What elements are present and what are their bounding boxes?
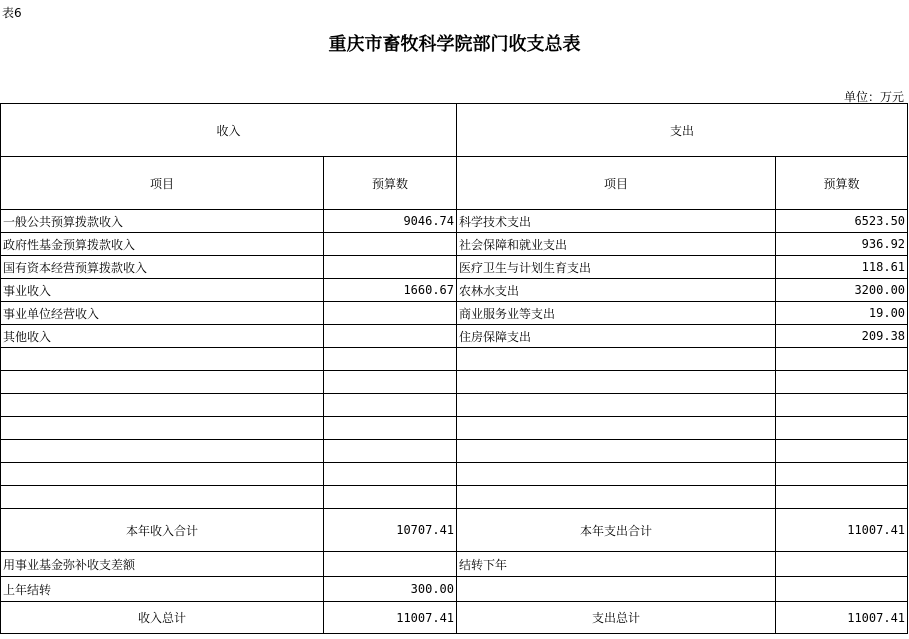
income-value-cell bbox=[324, 371, 457, 394]
income-value-cell bbox=[324, 348, 457, 371]
expense-value-cell bbox=[776, 486, 908, 509]
income-grand-total-label: 收入总计 bbox=[1, 602, 324, 634]
expense-value-cell bbox=[776, 417, 908, 440]
expense-value-cell: 19.00 bbox=[776, 302, 908, 325]
income-item-cell: 国有资本经营预算拨款收入 bbox=[1, 256, 324, 279]
expense-item-cell bbox=[457, 348, 776, 371]
income-value-cell bbox=[324, 256, 457, 279]
income-value-cell bbox=[324, 440, 457, 463]
table-row bbox=[1, 417, 908, 440]
income-header: 收入 bbox=[1, 104, 457, 157]
income-item-cell bbox=[1, 371, 324, 394]
income-value-cell bbox=[324, 233, 457, 256]
expense-item-cell bbox=[457, 463, 776, 486]
expense-item-cell bbox=[457, 417, 776, 440]
table-row bbox=[1, 463, 908, 486]
expense-item-cell bbox=[457, 577, 776, 602]
expense-item-header: 项目 bbox=[457, 157, 776, 210]
income-value-cell bbox=[324, 552, 457, 577]
table-row bbox=[1, 486, 908, 509]
expense-item-cell: 社会保障和就业支出 bbox=[457, 233, 776, 256]
expense-header: 支出 bbox=[457, 104, 908, 157]
expense-value-cell: 936.92 bbox=[776, 233, 908, 256]
income-item-cell bbox=[1, 463, 324, 486]
table-row bbox=[1, 348, 908, 371]
expense-year-total-value: 11007.41 bbox=[776, 509, 908, 552]
table-row bbox=[1, 371, 908, 394]
income-value-cell bbox=[324, 463, 457, 486]
income-item-cell: 事业收入 bbox=[1, 279, 324, 302]
income-year-total-label: 本年收入合计 bbox=[1, 509, 324, 552]
expense-item-cell: 科学技术支出 bbox=[457, 210, 776, 233]
income-item-cell bbox=[1, 440, 324, 463]
income-item-cell: 政府性基金预算拨款收入 bbox=[1, 233, 324, 256]
expense-value-cell: 118.61 bbox=[776, 256, 908, 279]
expense-value-cell bbox=[776, 394, 908, 417]
expense-item-cell: 住房保障支出 bbox=[457, 325, 776, 348]
table-row bbox=[1, 325, 908, 348]
expense-value-cell: 6523.50 bbox=[776, 210, 908, 233]
table-row bbox=[1, 552, 908, 577]
table-row bbox=[1, 394, 908, 417]
budget-table bbox=[0, 103, 908, 634]
income-item-cell bbox=[1, 394, 324, 417]
income-item-cell: 事业单位经营收入 bbox=[1, 302, 324, 325]
income-value-cell bbox=[324, 394, 457, 417]
expense-value-cell bbox=[776, 577, 908, 602]
expense-value-cell bbox=[776, 552, 908, 577]
income-value-cell bbox=[324, 417, 457, 440]
table-row bbox=[1, 577, 908, 602]
income-budget-header: 预算数 bbox=[324, 157, 457, 210]
expense-year-total-label: 本年支出合计 bbox=[457, 509, 776, 552]
table-number: 表6 bbox=[2, 6, 22, 20]
expense-value-cell bbox=[776, 440, 908, 463]
expense-value-cell bbox=[776, 463, 908, 486]
table-row bbox=[1, 440, 908, 463]
income-value-cell: 9046.74 bbox=[324, 210, 457, 233]
unit-label: 单位：万元 bbox=[843, 90, 904, 104]
income-value-cell bbox=[324, 302, 457, 325]
column-header-row bbox=[1, 157, 908, 210]
table-row bbox=[1, 210, 908, 233]
expense-grand-total-value: 11007.41 bbox=[776, 602, 908, 634]
expense-value-cell: 3200.00 bbox=[776, 279, 908, 302]
expense-value-cell: 209.38 bbox=[776, 325, 908, 348]
income-value-cell bbox=[324, 486, 457, 509]
table-row bbox=[1, 302, 908, 325]
expense-item-cell: 结转下年 bbox=[457, 552, 776, 577]
income-value-cell bbox=[324, 325, 457, 348]
income-year-total-value: 10707.41 bbox=[324, 509, 457, 552]
year-total-row bbox=[1, 509, 908, 552]
income-item-cell: 上年结转 bbox=[1, 577, 324, 602]
expense-item-cell: 医疗卫生与计划生育支出 bbox=[457, 256, 776, 279]
expense-item-cell: 农林水支出 bbox=[457, 279, 776, 302]
expense-item-cell bbox=[457, 440, 776, 463]
table-row bbox=[1, 233, 908, 256]
page-title: 重庆市畜牧科学院部门收支总表 bbox=[328, 34, 581, 55]
income-item-header: 项目 bbox=[1, 157, 324, 210]
income-grand-total-value: 11007.41 bbox=[324, 602, 457, 634]
expense-item-cell bbox=[457, 371, 776, 394]
expense-budget-header: 预算数 bbox=[776, 157, 908, 210]
income-item-cell: 一般公共预算拨款收入 bbox=[1, 210, 324, 233]
income-item-cell bbox=[1, 348, 324, 371]
expense-grand-total-label: 支出总计 bbox=[457, 602, 776, 634]
income-item-cell bbox=[1, 417, 324, 440]
expense-item-cell bbox=[457, 486, 776, 509]
section-header-row bbox=[1, 104, 908, 157]
expense-item-cell bbox=[457, 394, 776, 417]
expense-value-cell bbox=[776, 348, 908, 371]
grand-total-row bbox=[1, 602, 908, 634]
income-item-cell bbox=[1, 486, 324, 509]
income-value-cell: 300.00 bbox=[324, 577, 457, 602]
table-row bbox=[1, 279, 908, 302]
table-row bbox=[1, 256, 908, 279]
expense-item-cell: 商业服务业等支出 bbox=[457, 302, 776, 325]
expense-value-cell bbox=[776, 371, 908, 394]
income-value-cell: 1660.67 bbox=[324, 279, 457, 302]
income-item-cell: 其他收入 bbox=[1, 325, 324, 348]
income-item-cell: 用事业基金弥补收支差额 bbox=[1, 552, 324, 577]
